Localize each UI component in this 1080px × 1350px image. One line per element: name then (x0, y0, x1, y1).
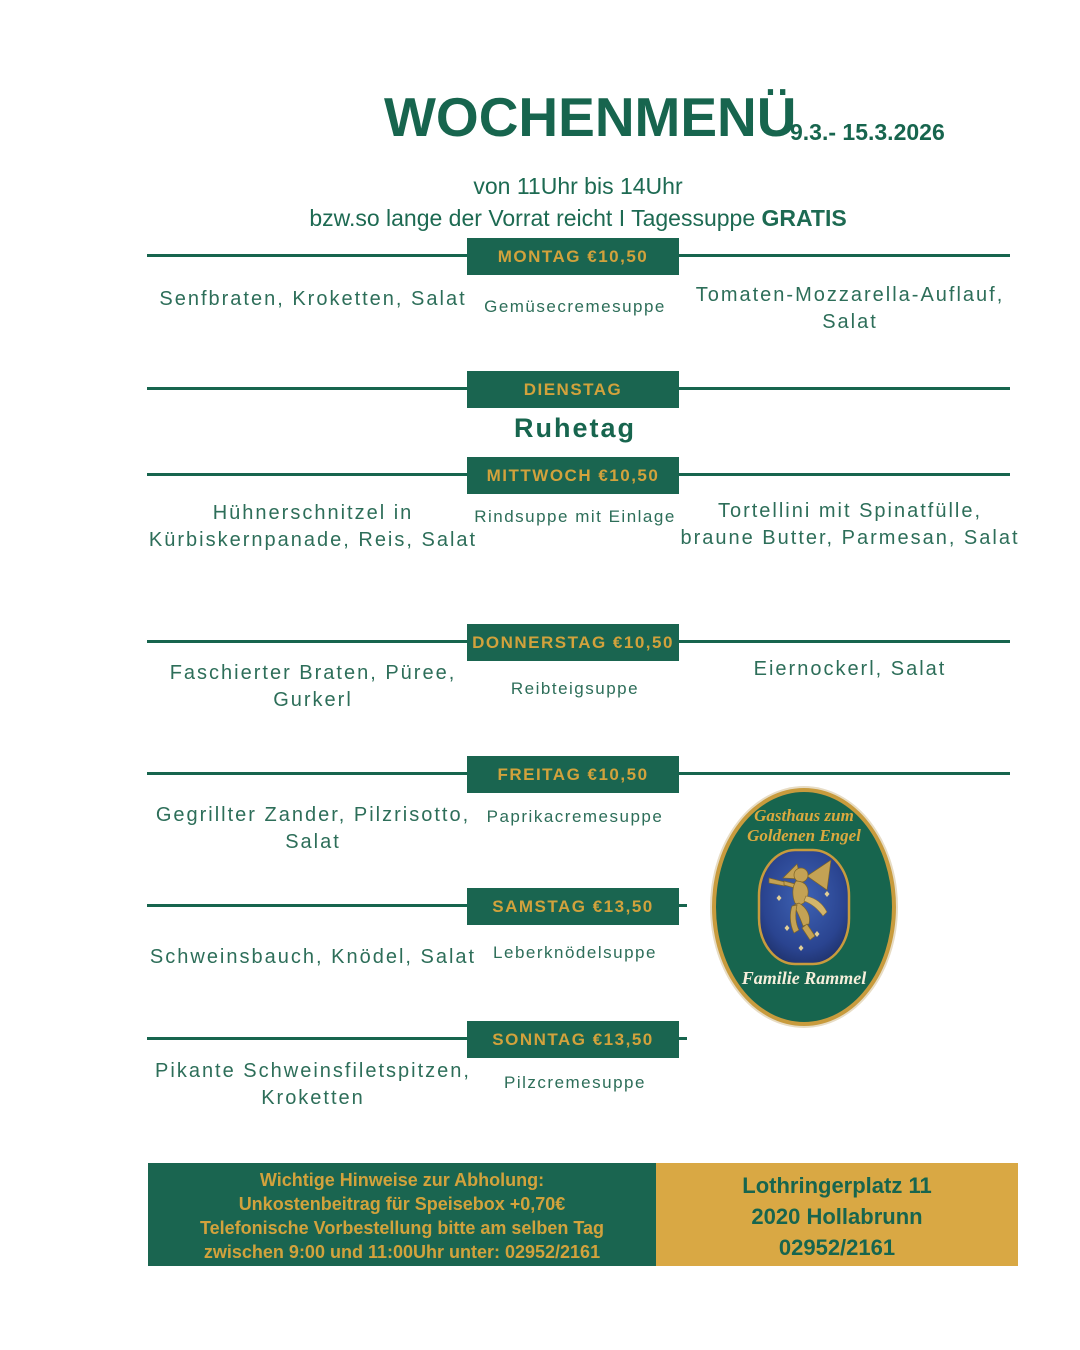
notice-line-2: Unkostenbeitrag für Speisebox +0,70€ (238, 1194, 566, 1214)
notice-line-4: zwischen 9:00 und 11:00Uhr unter: 02952/2161 (203, 1242, 601, 1262)
date-range: 9.3.- 15.3.2026 (790, 119, 945, 145)
gratis-label: GRATIS (761, 205, 847, 231)
soup-samstag: Leberknödelsuppe (493, 943, 657, 962)
soup-freitag: Paprikacremesuppe (486, 807, 664, 826)
divider-sonntag-left (147, 1037, 467, 1040)
banner-donnerstag: DONNERSTAG €10,50 (467, 624, 679, 661)
dish-montag-main2: Tomaten-Mozzarella-Auflauf, Salat (695, 284, 1005, 333)
restaurant-logo (712, 788, 896, 1026)
divider-montag-right (679, 254, 1010, 257)
soup-montag: Gemüsecremesuppe (484, 297, 666, 316)
soup-sonntag: Pilzcremesuppe (504, 1073, 646, 1092)
address-city: 2020 Hollabrunn (751, 1204, 923, 1229)
subtitle-availability-text: bzw.so lange der Vorrat reicht I Tagessuppe (309, 205, 762, 231)
divider-dienstag-left (147, 387, 467, 390)
divider-donnerstag-left (147, 640, 467, 643)
divider-freitag-left (147, 772, 467, 775)
dish-samstag-main1: Schweinsbauch, Knödel, Salat (149, 946, 477, 968)
notice-line-3: Telefonische Vorbestellung bitte am selben Tag (199, 1218, 605, 1238)
logo-name-line2: Goldenen Engel (747, 826, 861, 845)
divider-mittwoch-left (147, 473, 467, 476)
angel-icon (757, 848, 851, 966)
divider-montag-left (147, 254, 467, 257)
address-phone: 02952/2161 (778, 1235, 896, 1260)
dish-mittwoch-main1: Hühnerschnitzel in Kürbiskernpanade, Reis, Salat (148, 502, 478, 551)
dish-donnerstag-main2: Eiernockerl, Salat (753, 658, 947, 680)
divider-samstag-right (679, 904, 687, 907)
divider-mittwoch-right (679, 473, 1010, 476)
divider-donnerstag-right (679, 640, 1010, 643)
soup-donnerstag: Reibteigsuppe (510, 679, 640, 698)
banner-dienstag: DIENSTAG (467, 371, 679, 408)
subtitle-availability (309, 205, 846, 232)
logo-family-name: Familie Rammel (741, 968, 867, 988)
subtitle-hours: von 11Uhr bis 14Uhr (473, 173, 683, 199)
divider-freitag-right (679, 772, 1010, 775)
dish-montag-main1: Senfbraten, Kroketten, Salat (159, 288, 467, 310)
banner-freitag: FREITAG €10,50 (467, 756, 679, 793)
banner-sonntag: SONNTAG €13,50 (467, 1021, 679, 1058)
divider-sonntag-right (679, 1037, 687, 1040)
note-ruhetag: Ruhetag (514, 413, 636, 443)
soup-mittwoch: Rindsuppe mit Einlage (474, 507, 676, 526)
banner-samstag: SAMSTAG €13,50 (467, 888, 679, 925)
dish-sonntag-main1: Pikante Schweinsfiletspitzen, Kroketten (155, 1060, 471, 1109)
page-title: WOCHENMENÜ (384, 86, 797, 148)
dish-mittwoch-main2: Tortellini mit Spinatfülle, braune Butter, Parmesan, Salat (680, 500, 1020, 549)
divider-samstag-left (147, 904, 467, 907)
banner-montag: MONTAG €10,50 (467, 238, 679, 275)
divider-dienstag-right (679, 387, 1010, 390)
pickup-notice-box (148, 1163, 656, 1266)
logo-name-line1: Gasthaus zum (754, 806, 854, 825)
address-box (656, 1163, 1018, 1266)
notice-line-1: Wichtige Hinweise zur Abholung: (259, 1170, 545, 1190)
dish-donnerstag-main1: Faschierter Braten, Püree, Gurkerl (169, 662, 457, 711)
address-street: Lothringerplatz 11 (742, 1173, 932, 1198)
banner-mittwoch: MITTWOCH €10,50 (467, 457, 679, 494)
dish-freitag-main1: Gegrillter Zander, Pilzrisotto, Salat (155, 804, 471, 853)
